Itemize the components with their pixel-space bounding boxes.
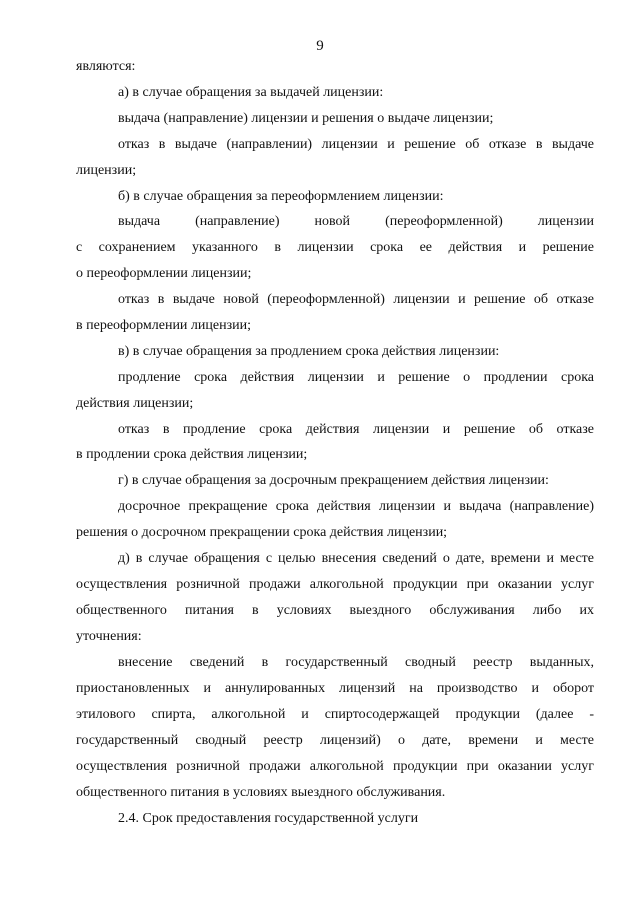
text-line: в) в случае обращения за продлением срока действия лицензии: [118,344,500,359]
text-line: уточнения: [76,629,142,644]
text-line: приостановленных и аннулированных лицензий на производство и оборот [76,681,594,696]
page-number: 9 [316,38,324,54]
text-line: государственный сводный реестр лицензий) о дате, времени и месте [76,733,594,748]
text-line: выдача (направление) лицензии и решения о выдаче лицензии; [118,111,494,126]
text-line: г) в случае обращения за досрочным прекращением действия лицензии: [118,473,549,488]
text-line: а) в случае обращения за выдачей лицензии: [118,85,384,100]
text-line: о переоформлении лицензии; [76,266,252,281]
text-line: с сохранением указанного в лицензии срока ее действия и решение [76,240,594,255]
text-line: отказ в выдаче новой (переоформленной) лицензии и решение об отказе [118,292,594,307]
text-line: досрочное прекращение срока действия лицензии и выдача (направление) [118,499,594,514]
text-line: в переоформлении лицензии; [76,318,252,333]
section-heading: 2.4. Срок предоставления государственной услуги [118,811,419,826]
text-line: решения о досрочном прекращении срока действия лицензии; [76,525,448,540]
text-line: б) в случае обращения за переоформлением лицензии: [118,189,444,204]
text-line: внесение сведений в государственный сводный реестр выданных, [118,655,594,670]
text-line: этилового спирта, алкогольной и спиртосодержащей продукции (далее - [76,707,594,722]
text-line: в продлении срока действия лицензии; [76,447,308,462]
text-line: выдача (направление) новой (переоформленной) лицензии [118,214,594,229]
text-line: отказ в продление срока действия лицензии и решение об отказе [118,422,594,437]
text-line: общественного питания в условиях выездного обслуживания. [76,785,446,800]
text-line: осуществления розничной продажи алкогольной продукции при оказании услуг [76,759,594,774]
text-line: продление срока действия лицензии и решение о продлении срока [118,370,594,385]
text-line: общественного питания в условиях выездного обслуживания либо их [76,603,594,618]
text-line: действия лицензии; [76,396,194,411]
text-line: осуществления розничной продажи алкогольной продукции при оказании услуг [76,577,594,592]
text-line: лицензии; [76,163,137,178]
text-line: являются: [76,59,136,74]
text-line: отказ в выдаче (направлении) лицензии и решение об отказе в выдаче [118,137,594,152]
text-line: д) в случае обращения с целью внесения сведений о дате, времени и месте [118,551,594,566]
